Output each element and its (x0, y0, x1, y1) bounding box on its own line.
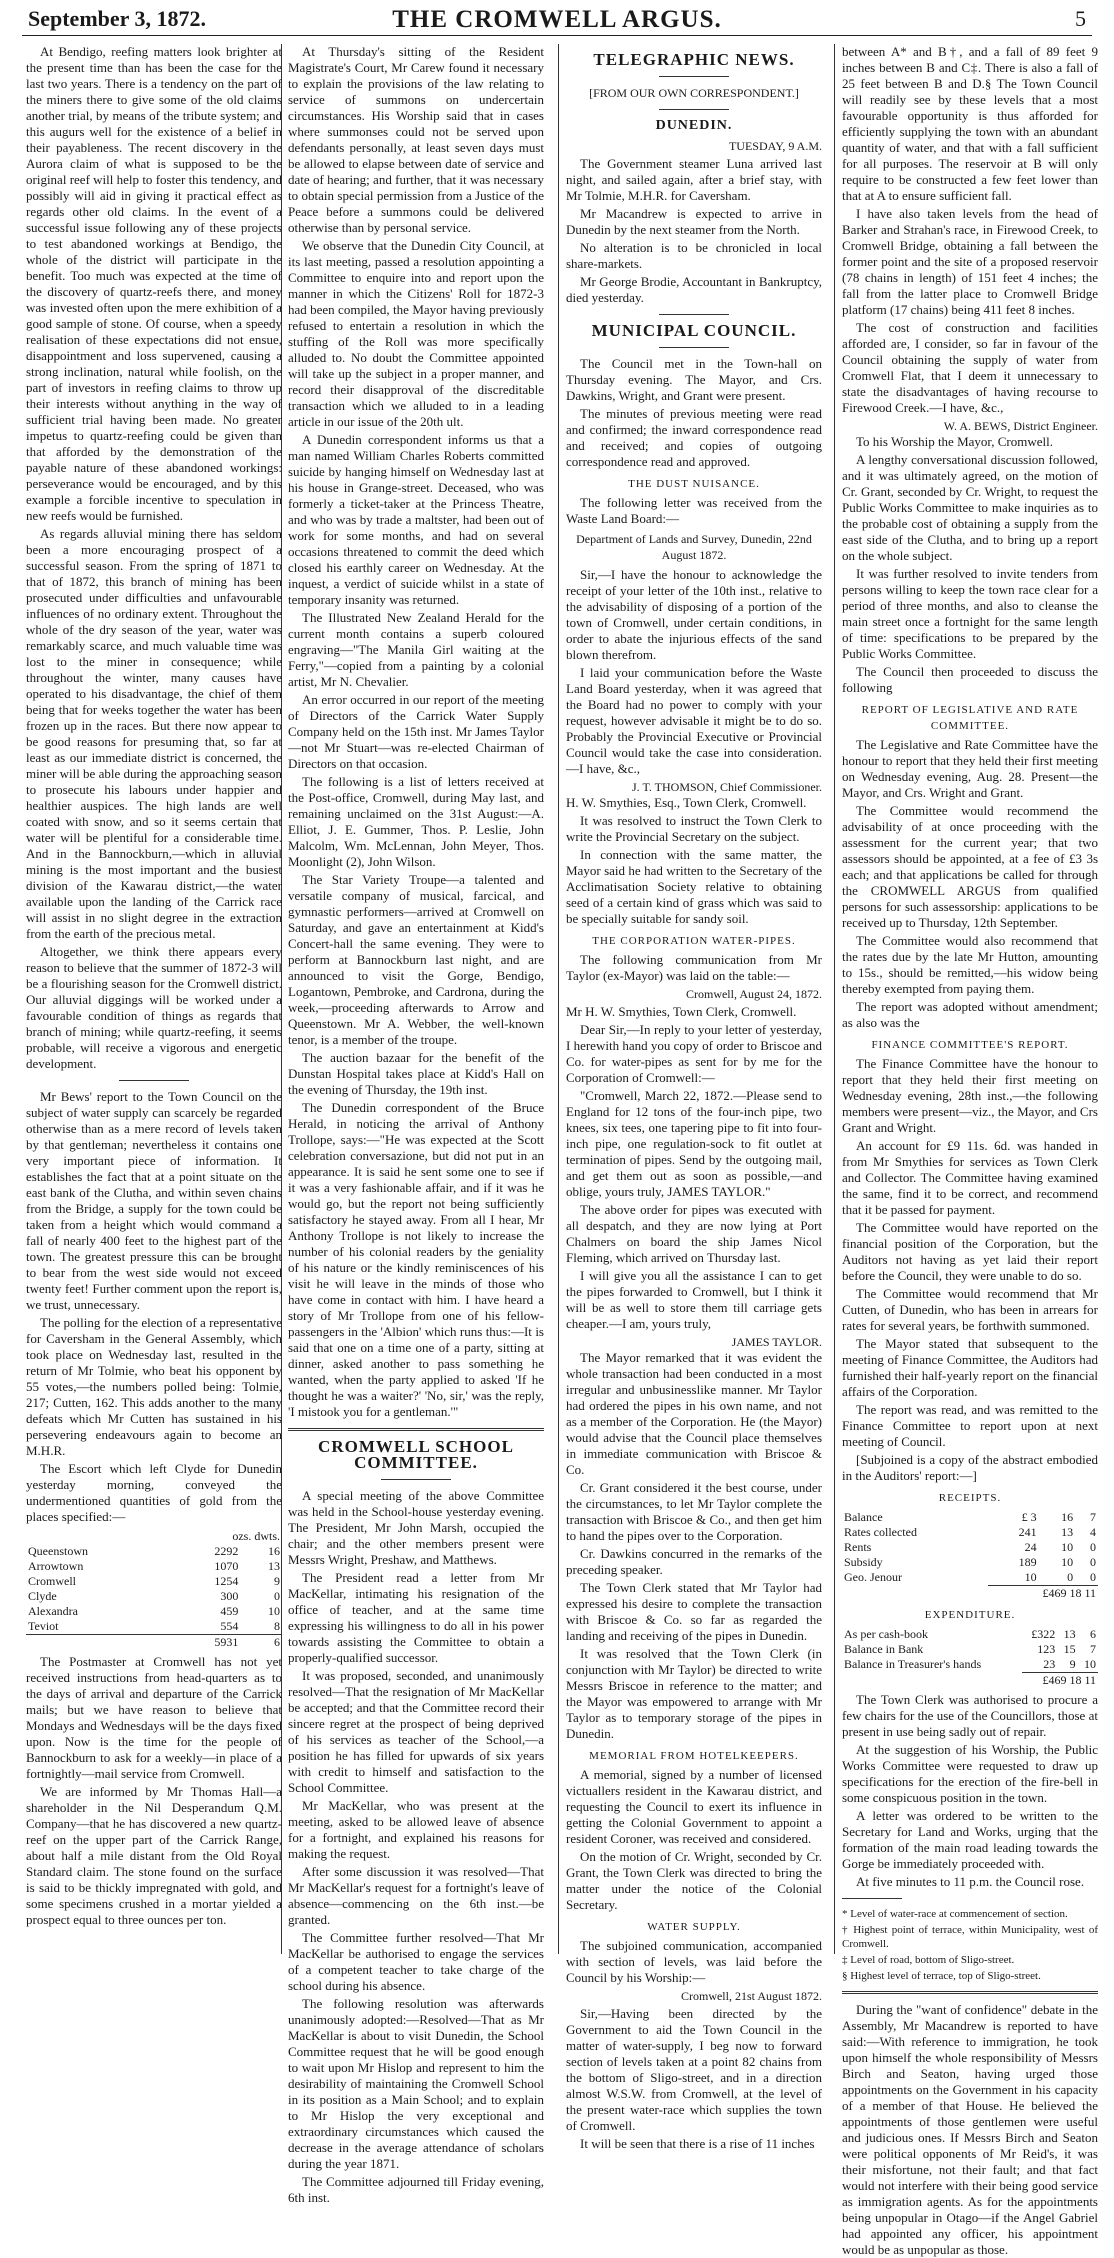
receipts-table (842, 1510, 1098, 1601)
article-paragraph: The auction bazaar for the benefit of the Dunstan Hospital takes place at Kidd's Hall on the evening of Thursday, the 19th inst. (288, 1050, 544, 1097)
separator (119, 1080, 189, 1081)
table-total-row: £469 18 11 (842, 1586, 1098, 1602)
newspaper-title: THE CROMWELL ARGUS. (392, 6, 722, 33)
subheading: REPORT OF LEGISLATIVE AND RATE COMMITTEE. (861, 704, 1079, 732)
article-paragraph: The Council then proceeded to discuss the following (842, 664, 1098, 695)
article-paragraph: The report was read, and was remitted to the Finance Committee to report upon at next meeting of Council. (842, 1402, 1098, 1449)
article-paragraph: It was proposed, seconded, and unanimously resolved—That the resignation of Mr MacKellar be accepted; and that the Committee record their sincere regret at the prospect of being deprived of his services as teacher of the School,—a position he has filled for upwards of six years with credit to himself and satisfaction to the School Committee. (288, 1668, 544, 1795)
subheading: FINANCE COMMITTEE'S REPORT. (871, 1039, 1069, 1051)
dateline: Cromwell, August 24, 1872. (685, 987, 822, 1001)
article-paragraph: I laid your communication before the Waste Land Board yesterday, when it was agreed that the Board had no power to comply with your request, however advisable it might be to do so. Probably the Provincial Executive or Provincial Council would take the case into consideration.—I have, &c., (566, 665, 822, 776)
article-paragraph: A lengthy conversational discussion followed, and it was ultimately agreed, on the motion of Cr. Grant, seconded by Cr. Wright, to request the Public Works Committee to make inquiries as to the probable cost of obtaining a supply from the east side of the Clutha, and to bring up a report on the whole subject. (842, 452, 1098, 563)
article-paragraph: Altogether, we think there appears every reason to believe that the summer of 1872-3 will be a flourishing season for the Cromwell district. Our alluvial diggings will be worked under a favourable condition of things as regards that branch of mining; while quartz-reefing, it seems probable, will receive a vigorous and energetic development. (26, 944, 282, 1071)
signature: J. T. THOMSON, Chief Commissioner. (631, 780, 822, 794)
article-paragraph: The following letter was received from the Waste Land Board:— (566, 495, 822, 526)
article-paragraph: between A* and B†, and a fall of 89 feet 9 inches between B and C‡. There is also a fall of 25 feet between B and D.§ The Town Council will readily see by these levels that a most favourable opportunity is thus afforded for efficiently supplying the town with an abundant quantity of water, and that with a fall sufficient for all purposes. The reservoir at B will only require to be constructed a few feet lower than that at A to ensure sufficient fall. (842, 44, 1098, 203)
table-total-row: £469 18 11 (842, 1673, 1098, 1689)
article-paragraph: At the suggestion of his Worship, the Public Works Committee were requested to draw up specifications for the erection of the fire-bell in some conspicuous position in the town. (842, 1742, 1098, 1805)
article-paragraph: An account for £9 11s. 6d. was handed in from Mr Smythies for services as Town Clerk and Collector. The Committee having examined the same, find it to be correct, and recommend that it be passed for payment. (842, 1138, 1098, 1217)
signature: JAMES TAYLOR. (731, 1335, 822, 1349)
addressee: H. W. Smythies, Esq., Town Clerk, Cromwell. (566, 795, 807, 810)
article-paragraph: Sir,—I have the honour to acknowledge the receipt of your letter of the 10th inst., relative to the advisability of disposing of a portion of the town of Cromwell, under certain conditions, in order to abate the injurious effects of the sand blown therefrom. (566, 567, 822, 662)
article-paragraph: The Committee would also recommend that the rates due by the late Mr Hutton, amounting to 15s., should be remitted,—his widow being thereby exempted from paying them. (842, 933, 1098, 996)
table-row: Clyde 300 0 (28, 1589, 280, 1603)
subheading: WATER SUPPLY. (647, 1921, 741, 1933)
subheading: RECEIPTS. (938, 1492, 1002, 1504)
article-paragraph: At Thursday's sitting of the Resident Magistrate's Court, Mr Carew found it necessary to explain the provisions of the law relating to service of summons on undercertain circumstances. His Worship said that in cases where summonses could not be served upon defendants personally, at least seven days must be allowed to elapse between date of service and date of hearing; and further, that it was necessary to obtain special permission from a Justice of the Peace before a summons could be delivered otherwise than by personal service. (288, 44, 544, 235)
article-paragraph: It will be seen that there is a rise of 11 inches (580, 2136, 815, 2151)
table-row: Balance £ 3 16 7 (844, 1510, 1096, 1524)
column-rule (558, 44, 559, 1954)
article-paragraph: The President read a letter from Mr MacKellar, intimating his resignation of the office of teacher, and at the same time expressing his willingness to do all in his power towards assisting the Committee to obtain a properly-qualified successor. (288, 1570, 544, 1665)
article-paragraph: The Council met in the Town-hall on Thursday evening. The Mayor, and Crs. Dawkins, Wright, and Grant were present. (566, 356, 822, 403)
article-paragraph: Mr Bews' report to the Town Council on the subject of water supply can scarcely be regarded otherwise than as a mere record of levels taken by that gentleman; nevertheless it contains one very important piece of information. It establishes the fact that at a point situate on the east bank of the Clutha, and within seven chains from the Bridge, a supply for the town could be taken from a height which would command a fall of nearly 400 feet to the highest part of the town. The greatest pressure this can be brought to bear from the west side would not exceed twenty feet! Further comment upon the report is, we trust, unnecessary. (26, 1089, 282, 1312)
article-paragraph: The Illustrated New Zealand Herald for the current month contains a superb coloured engraving—"The Manila Girl waiting at the Ferry,"—copied from a painting by a colonial artist, Mr N. Chevalier. (288, 610, 544, 689)
separator (659, 314, 729, 315)
article-paragraph: I will give you all the assistance I can to get the pipes forwarded to Cromwell, but I think it will be as well to store them till carriage gets cheaper.—I am, yours truly, (566, 1268, 822, 1331)
column-4 (842, 44, 1098, 2257)
letter-heading: Department of Lands and Survey, Dunedin, 22nd August 1872. (576, 532, 812, 562)
article-paragraph: The Committee would recommend that Mr Cutten, of Dunedin, who has been in arrears for rates for several years, be forthwith summoned. (842, 1286, 1098, 1333)
separator (659, 109, 729, 110)
signature: W. A. BEWS, District Engineer. (943, 419, 1098, 433)
table-row: Cromwell 1254 9 (28, 1574, 280, 1588)
article-paragraph: Dear Sir,—In reply to your letter of yesterday, I herewith hand you copy of order to Briscoe and Co. for water-pipes as sent for by me for the Corporation of Cromwell:— (566, 1022, 822, 1085)
article-paragraph: The report was adopted without amendment; as also was the (842, 999, 1098, 1030)
table-row: Rents 24 10 0 (844, 1540, 1096, 1554)
separator (659, 347, 729, 348)
section-heading: TELEGRAPHIC NEWS. (593, 50, 795, 69)
subheading: EXPENDITURE. (924, 1609, 1016, 1621)
place-heading: DUNEDIN. (655, 118, 733, 133)
article-paragraph: The above order for pipes was executed with all despatch, and they are now lying at Port Chalmers on board the ship James Nicol Fleming, which arrived on Thursday last. (566, 1202, 822, 1265)
subheading: MEMORIAL FROM HOTELKEEPERS. (589, 1750, 799, 1762)
article-paragraph: The following resolution was afterwards unanimously adopted:—Resolved—That as Mr MacKellar is about to visit Dunedin, the School Committee request that he will be good enough to wait upon Mr Hislop and represent to him the desirability of maintaining the Cromwell School in its position as a Main School; and to explain to Mr Hislop the very exceptional and extraordinary circumstances which caused the decrease in the average attendance of scholars during the year 1871. (288, 1996, 544, 2171)
article-paragraph: The Dunedin correspondent of the Bruce Herald, in noticing the arrival of Anthony Trollope, says:—"He was expected at the Scott celebration conversazione, but did not put in an appearance. It is said he sent some one to see if it was a very fashionable affair, and if it was he would go, but the report not being sufficiently satisfactory he stayed away. From all I hear, Mr Anthony Trollope is not likely to increase the number of his colonial readers by the geniality of his nature or the kindly reminiscences of his visit he will leave in the minds of those who have come in contact with him. I have heard a story of Mr Trollope from one of his fellow-passengers in the 'Albion' which runs thus:—It is said that one on a time one of a party, sitting at dinner, asked another to pass something he wanted, when the party applied to asked 'If he thought he was a waiter?' 'No, sir,' was the reply, 'I mistook you for a gentleman.'" (288, 1100, 544, 1419)
article-paragraph: The Committee would recommend the advisability of at once proceeding with the assessment for the current year; that two assessors should be appointed, at a fee of £3 3s each; and that applications be called for through the CROMWELL ARGUS from qualified persons for such assessorship: applications to be received up to Thursday, 12th September. (842, 803, 1098, 930)
article-paragraph: After some discussion it was resolved—That Mr MacKellar's request for a fortnight's leave of absence—commencing on the 6th inst.—be granted. (288, 1864, 544, 1927)
article-paragraph: The Town Clerk was authorised to procure a few chairs for the use of the Councillors, those at present in use being sadly out of repair. (842, 1692, 1098, 1739)
escort-table (26, 1529, 282, 1650)
article-paragraph: Cr. Dawkins concurred in the remarks of the preceding speaker. (566, 1546, 822, 1577)
article-paragraph: The Mayor remarked that it was evident the whole transaction had been conducted in a most irregular and unbusinesslike manner. Mr Taylor had ordered the pipes in his own name, and not as a member of the Corporation. He (the Mayor) would advise that the Council place themselves in immediate communication with Briscoe & Co. (566, 1350, 822, 1477)
article-paragraph: The Committee further resolved—That Mr MacKellar be authorised to engage the services of a competent teacher to take charge of the school during his absence. (288, 1930, 544, 1993)
article-paragraph: Sir,—Having been directed by the Government to aid the Town Council in the matter of water-supply, I beg now to forward section of levels taken at a point 82 chains from the bottom of Sligo-street, and in a direction almost W.S.W. from Cromwell, at the level of the present water-race which supplies the town of Cromwell. (566, 2006, 822, 2133)
article-paragraph: The Postmaster at Cromwell has not yet received instructions from head-quarters as to the days of arrival and departure of the Carrick mails; but we have reason to believe that Mondays and Wednesdays will be the days fixed upon. Now is the time for the people of Bannockburn to ask for a weekly—in place of a fortnightly—mail service from Cromwell. (26, 1654, 282, 1781)
article-paragraph: The Star Variety Troupe—a talented and versatile company of musical, farcical, and gymnastic performers—arrived at Cromwell on Saturday, and gave an entertainment at Kidd's Concert-hall the same evening. They were to perform at Bannockburn last night, and are announced to visit the Gorge, Bendigo, Logantown, Pembroke, and Cardrona, during the week,—proceeding afterwards to Arrow and Queenstown. Mr A. Webber, the well-known tenor, is a member of the troupe. (288, 872, 544, 1047)
table-row: Alexandra 459 10 (28, 1604, 280, 1618)
article-paragraph: [Subjoined is a copy of the abstract embodied in the Auditors' report:—] (842, 1452, 1098, 1483)
article-paragraph: Mr George Brodie, Accountant in Bankruptcy, died yesterday. (566, 274, 822, 305)
article-paragraph: The Legislative and Rate Committee have the honour to report that they held their first meeting on Wednesday evening, Aug. 28. Present—the Mayor, and Crs. Wright and Grant. (842, 737, 1098, 800)
article-paragraph: An error occurred in our report of the meeting of Directors of the Carrick Water Supply Company held on the 15th inst. Mr James Taylor—not Mr Stuart—was re-elected Chairman of Directors on that occasion. (288, 692, 544, 771)
dateline: Cromwell, 21st August 1872. (680, 1989, 822, 2003)
footnote: * Level of water-race at commencement of section. (842, 1908, 1068, 1920)
column-2 (288, 44, 544, 2205)
table-row: As per cash-book £322 13 6 (844, 1627, 1096, 1641)
column-rule (834, 44, 835, 1954)
article-paragraph: It was further resolved to invite tenders from persons willing to keep the town race clear for a period of three months, and also to cleanse the main street once a fortnight for the same length of time: specifications to be prepared by the Public Works Committee. (842, 566, 1098, 661)
article-paragraph: On the motion of Cr. Wright, seconded by Cr. Grant, the Town Clerk was directed to bring the matter under the notice of the Colonial Secretary. (566, 1849, 822, 1912)
article-paragraph: A Dunedin correspondent informs us that a man named William Charles Roberts committed suicide by hanging himself on Wednesday last at his house in Grange-street. Deceased, who was formerly a ticket-taker at the Princess Theatre, and who was by trade a maltster, had been out of work for some months, and had on several occasions threatened to commit the deed which closed his earthly career on Wednesday. At the inquest, a verdict of suicide whilst in a state of temporary insanity was returned. (288, 432, 544, 607)
article-paragraph: "Cromwell, March 22, 1872.—Please send to England for 12 tons of the four-inch pipe, two knees, six tees, one tapering pipe to fit into four-inch pipe, one regulation-sock to fit outlet at termination of pipes. Send by the outgoing mail, and get them out as soon as possible,—and oblige, yours truly, JAMES TAYLOR." (566, 1088, 822, 1199)
article-paragraph: The following is a list of letters received at the Post-office, Cromwell, during May last, and remaining unclaimed on the 31st August:—A. Elliot, J. E. Gummer, Thos. P. Leslie, John Malcolm, Wm. McLennan, John Meyer, Thos. Moonlight (2), John Wilson. (288, 774, 544, 869)
article-paragraph: We observe that the Dunedin City Council, at its last meeting, passed a resolution appointing a Committee to enquire into and report upon the manner in which the Citizens' Roll for 1872-3 had been compiled, the Mayor having previously refused to entertain a resolution in which the stuffing of the Roll was more specifically alluded to. No doubt the Committee appointed will take up the subject in a proper manner, and record their disapproval of the discreditable transaction which we alluded to in a leading article in our issue of the 20th ult. (288, 238, 544, 429)
masthead (22, 4, 1092, 36)
table-row: Balance in Bank 123 15 7 (844, 1642, 1096, 1656)
footnote: § Highest level of terrace, top of Sligo-street. (842, 1970, 1041, 1982)
subheading: THE DUST NUISANCE. (628, 478, 760, 490)
article-paragraph: The Finance Committee have the honour to report that they held their first meeting on Wednesday evening, 28th inst.,—the following members were present—viz., the Mayor, and Crs Grant and Wright. (842, 1056, 1098, 1135)
article-paragraph: Mr MacKellar, who was present at the meeting, asked to be allowed leave of absence for a fortnight, and explained his reasons for making the request. (288, 1798, 544, 1861)
article-paragraph: During the "want of confidence" debate in the Assembly, Mr Macandrew is reported to have said:—With reference to immigration, he took upon himself the whole responsibility of Messrs Birch and Seaton, having urged those appointments on the Government in his capacity of a member of that House. He believed the appointments of those gentlemen were useful and judicious ones. If Messrs Birch and Seaton were political opponents of Mr Reid's, it was their misfortune, not their fault; and that fact would not interfere with their being good service as immigration agents. As for the appointments being unpopular in Otago—if the Angel Gabriel had appointed any officer, his appointment would be as unpopular as those. (842, 2002, 1098, 2257)
article-paragraph: As regards alluvial mining there has seldom been a more encouraging prospect of a successful season. From the spring of 1871 to that of 1872, this branch of mining has been prosecuted under difficulties and unfavourable influences of no ordinary extent. Throughout the whole of the dry season of the year, water was remarkably scarce, and much valuable time was lost to the miner in consequence; while throughout the winter, many causes have operated to his disadvantage, the chief of them being that for weeks together the water has been frozen up in the races. But there now appear to be good reasons for presuming that, so far at least as our immediate district is concerned, the miner will be able during the approaching season to prosecute his labours under happier and healthier auspices. The high lands are well coated with snow, and so it seems certain that water will be plentiful for a considerable time. And in the Bannockburn,—which in alluvial mining is the most important and the busiest division of the Kawarau district,—the water available upon the landing of the Carrick race will assist in no slight degree in the extraction from the earth of the precious metal. (26, 526, 282, 941)
article-paragraph: The Town Clerk stated that Mr Taylor had expressed his desire to complete the transaction with Briscoe & Co. so far as regarded the landing and receiving of the pipes in Dunedin. (566, 1580, 822, 1643)
article-paragraph: The Government steamer Luna arrived last night, and sailed again, after a brief stay, with Mr Tolmie, M.H.R. for Caversham. (566, 156, 822, 203)
addressee: To his Worship the Mayor, Cromwell. (856, 434, 1053, 449)
byline: [FROM OUR OWN CORRESPONDENT.] (589, 86, 799, 100)
escort-header: ozs. dwts. (232, 1529, 280, 1543)
article-paragraph: It was resolved that the Town Clerk (in conjunction with Mr Taylor) be directed to write Messrs Briscoe in reference to the matter; and the Mayor was empowered to arrange with Mr Taylor as to temporary storage of the pipes in Dunedin. (566, 1646, 822, 1741)
dateline: TUESDAY, 9 A.M. (728, 139, 822, 153)
article-paragraph: The Escort which left Clyde for Dunedin yesterday morning, conveyed the undermentioned quantities of gold from the places specified:— (26, 1461, 282, 1524)
article-paragraph: The Committee adjourned till Friday evening, 6th inst. (288, 2174, 544, 2205)
article-paragraph: At Bendigo, reefing matters look brighter at the present time than has been the case for the last two years. There is a tendency on the part of the miners there to give some of the old claims another trial, by means of the tribute system; and this augurs well for the existence of a belief in their payableness. The recent discovery in the Aurora claim of what is supposed to be the original reef will help to foster this tendency, and possibly will aid in giving it practical effect as regards other old claims. In the event of a successful issue following any of these projects to test abandoned workings at Bendigo, the whole of the district will participate in the benefit. Too much was expected at the time of the discovery of quartz-reefs there, and money was invested often upon the mere exhibition of a good sample of stone. Of course, when a speedy realisation of these expectations did not ensue, disappointment and loss supervened, causing a strong inclination, natural while foolish, on the part of investors in reefing claims to throw up their interests without anything in the way of sufficient trial having been made. No greater impetus to quartz-reefing could be given than that afforded by the demonstration of the payable nature of these abandoned workings: perseverance would be encouraged, and by this example a forcible incentive to speculation in new reefs would be furnished. (26, 44, 282, 523)
separator (659, 76, 729, 77)
article-paragraph: The following communication from Mr Taylor (ex-Mayor) was laid on the table:— (566, 952, 822, 983)
double-rule (842, 1991, 1098, 1994)
article-paragraph: The subjoined communication, accompanied with section of levels, was laid before the Council by his Worship:— (566, 1938, 822, 1985)
article-paragraph: The Mayor stated that subsequent to the meeting of Finance Committee, the Auditors had furnished their half-yearly report on the financial affairs of the Corporation. (842, 1336, 1098, 1399)
article-paragraph: Mr Macandrew is expected to arrive in Dunedin by the next steamer from the North. (566, 206, 822, 237)
page-number: 5 (1075, 6, 1086, 31)
table-row: Rates collected 241 13 4 (844, 1525, 1096, 1539)
table-row: Queenstown 2292 16 (28, 1544, 280, 1558)
column-1 (26, 44, 282, 1964)
article-paragraph: It was resolved to instruct the Town Clerk to write the Provincial Secretary on the subject. (566, 813, 822, 844)
footnote: † Highest point of terrace, within Municipality, west of Cromwell. (842, 1924, 1098, 1950)
footnote-rule (842, 1898, 902, 1899)
footnote: ‡ Level of road, bottom of Sligo-street. (842, 1954, 1015, 1966)
section-heading: CROMWELL SCHOOL COMMITTEE. (318, 1437, 514, 1472)
issue-date: September 3, 1872. (28, 6, 207, 31)
article-paragraph: At five minutes to 11 p.m. the Council rose. (856, 1874, 1085, 1889)
column-3 (566, 44, 822, 2151)
article-paragraph: No alteration is to be chronicled in local share-markets. (566, 240, 822, 271)
article-paragraph: The Committee would have reported on the financial position of the Corporation, but the Auditors not having as yet laid their report before the Council, they were unable to do so. (842, 1220, 1098, 1283)
double-rule (288, 1428, 544, 1431)
subheading: THE CORPORATION WATER-PIPES. (592, 935, 796, 947)
article-paragraph: A memorial, signed by a number of licensed victuallers resident in the Kawarau district, and requesting the Council to exert its influence in getting the Colonial Government to appoint a resident Coroner, was received and considered. (566, 1767, 822, 1846)
table-row: Geo. Jenour 10 0 0 (844, 1570, 1096, 1585)
article-paragraph: The minutes of previous meeting were read and confirmed; the inward correspondence read and received; and copies of outgoing correspondence read and approved. (566, 406, 822, 469)
addressee: Mr H. W. Smythies, Town Clerk, Cromwell. (566, 1004, 797, 1019)
separator (381, 1479, 451, 1480)
article-paragraph: In connection with the same matter, the Mayor said he had written to the Secretary of the Acclimatisation Society relative to obtaining seed of a certain kind of grass which was said to be specially suitable for sandy soil. (566, 847, 822, 926)
article-paragraph: A special meeting of the above Committee was held in the School-house yesterday evening. The President, Mr John Marsh, occupied the chair; and the other members present were Messrs Wright, Preshaw, and Matthews. (288, 1488, 544, 1567)
section-heading: MUNICIPAL COUNCIL. (591, 321, 797, 340)
expenditure-table (842, 1627, 1098, 1688)
table-row: Balance in Treasurer's hands 23 9 10 (844, 1657, 1096, 1672)
table-row: Arrowtown 1070 13 (28, 1559, 280, 1573)
article-paragraph: We are informed by Mr Thomas Hall—a shareholder in the Nil Desperandum Q.M. Company—that he has discovered a new quartz-reef on the upper part of the Carrick Range, about half a mile distant from the Old Royal Standard claim. The stone found on the surface is said to be thickly impregnated with gold, and some specimens crushed in a mortar yielded a prospect equal to three ounces per ton. (26, 1784, 282, 1927)
article-paragraph: The polling for the election of a representative for Caversham in the General Assembly, which took place on Wednesday last, resulted in the return of Mr Tolmie, who beat his opponent by 55 votes,—the numbers polled being: Tolmie, 217; Cutten, 162. This adds another to the many defeats which Mr Cutten has sustained in his persevering endeavours again to become an M.H.R. (26, 1315, 282, 1458)
article-paragraph: Cr. Grant considered it the best course, under the circumstances, to let Mr Taylor complete the transaction with Briscoe & Co., and then get him to hand the pipes over to the Corporation. (566, 1480, 822, 1543)
table-row: Teviot 554 8 (28, 1619, 280, 1633)
article-paragraph: The cost of construction and facilities afforded are, I consider, so far in favour of the Council obtaining the supply of water from Cromwell Flat, that I deem it unnecessary to state the disadvantages of having recourse to Firewood Creek.—I have, &c., (842, 320, 1098, 415)
article-paragraph: I have also taken levels from the head of Barker and Strahan's race, in Firewood Creek, to Cromwell Bridge, obtaining a fall between the former point and the site of a proposed reservoir (78 chains in length) of 151 feet 4 inches; the fall from the latter place to Cromwell Bridge platform (17 chains) being 411 feet 8 inches. (842, 206, 1098, 317)
table-row: Subsidy 189 10 0 (844, 1555, 1096, 1569)
table-total-row: 5931 6 (26, 1635, 282, 1651)
article-paragraph: A letter was ordered to be written to the Secretary for Land and Works, urging that the formation of the main road leading towards the Gorge be immediately proceeded with. (842, 1808, 1098, 1871)
